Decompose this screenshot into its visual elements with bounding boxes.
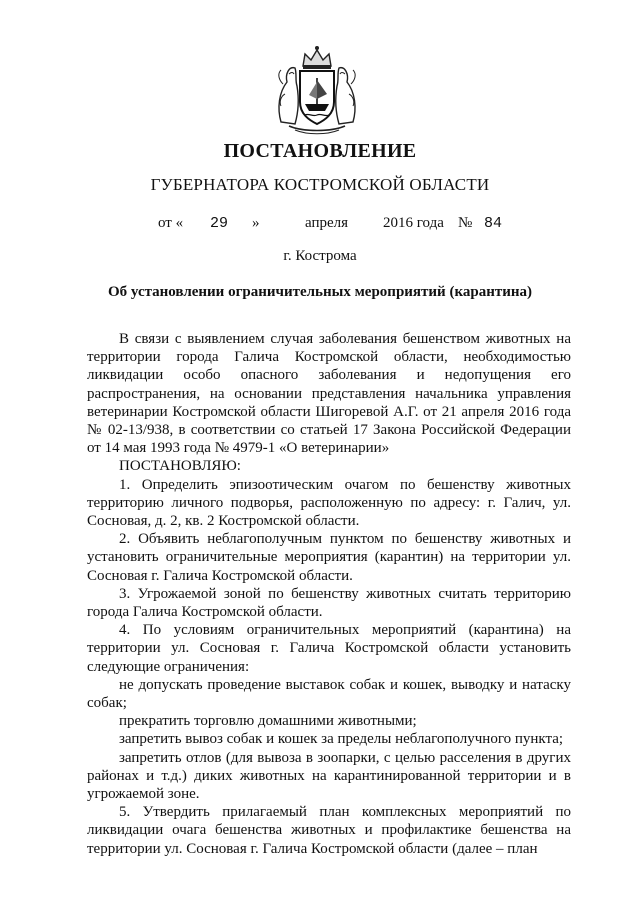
preamble-paragraph: В связи с выявлением случая заболевания бешенством животных на территории города Галича Костромской области, необходимостью ликвидации особо опасного заболевания и недопущения его распространения, на основании представления начальника управления ветеринарии Костромской области Шигоревой А.Г. от 21 апреля 2016 года № 02-13/938, в соответствии со статьей 17 Закона Российской Федерации от 14 мая 1993 года № 4979-1 «О ветеринарии» bbox=[87, 331, 571, 457]
clause-1: 1. Определить эпизоотическим очагом по бешенству животных территорию личного подворья, расположенную по адресу: г. Галич, ул. Сосновая, д. 2, кв. 2 Костромской области. bbox=[87, 476, 571, 530]
document-subtitle: ГУБЕРНАТОРА КОСТРОМСКОЙ ОБЛАСТИ bbox=[150, 175, 490, 194]
document-title: ПОСТАНОВЛЕНИЕ bbox=[223, 140, 417, 162]
date-close-quote: » bbox=[252, 215, 260, 231]
document-number: 84 bbox=[484, 215, 503, 232]
clause-4: 4. По условиям ограничительных мероприятий (карантина) на территории ул. Сосновая г. Галича Костромской области установить следующие ограничения: bbox=[87, 622, 571, 675]
restriction-item: не допускать проведение выставок собак и кошек, выводку и натаску собак; bbox=[87, 676, 571, 712]
resolve-label: ПОСТАНОВЛЯЮ: bbox=[119, 458, 241, 475]
restriction-item: запретить отлов (для вывоза в зоопарки, с целью расселения в других районах и т.д.) диких животных на карантинированной территории и в угрожаемой зоне. bbox=[87, 749, 571, 803]
clause-2: 2. Объявить неблагополучным пунктом по бешенству животных и установить ограничительные мероприятия (карантин) на территории ул. Сосновая г. Галича Костромской области. bbox=[87, 531, 571, 584]
coat-of-arms-emblem bbox=[273, 44, 361, 136]
date-year: 2016 года bbox=[383, 215, 444, 231]
date-day: 29 bbox=[210, 215, 229, 232]
number-sign: № bbox=[458, 215, 473, 231]
clause-5: 5. Утвердить прилагаемый план комплексных мероприятий по ликвидации очага бешенства животных и профилактике бешенства на территории ул. Сосновая г. Галича Костромской области (далее – план bbox=[87, 804, 571, 857]
city: г. Кострома bbox=[283, 248, 357, 264]
date-month: апреля bbox=[305, 215, 349, 231]
restriction-item: запретить вывоз собак и кошек за пределы неблагополучного пункта; bbox=[119, 731, 564, 748]
restriction-item: прекратить торговлю домашними животными; bbox=[119, 713, 417, 730]
resolution-heading: Об установлении ограничительных мероприятий (карантина) bbox=[107, 284, 532, 300]
document-body bbox=[87, 330, 571, 858]
date-prefix: от « bbox=[158, 215, 184, 231]
date-line bbox=[0, 215, 640, 237]
clause-3: 3. Угрожаемой зоной по бешенству животных считать территорию города Галича Костромской области. bbox=[87, 585, 571, 621]
